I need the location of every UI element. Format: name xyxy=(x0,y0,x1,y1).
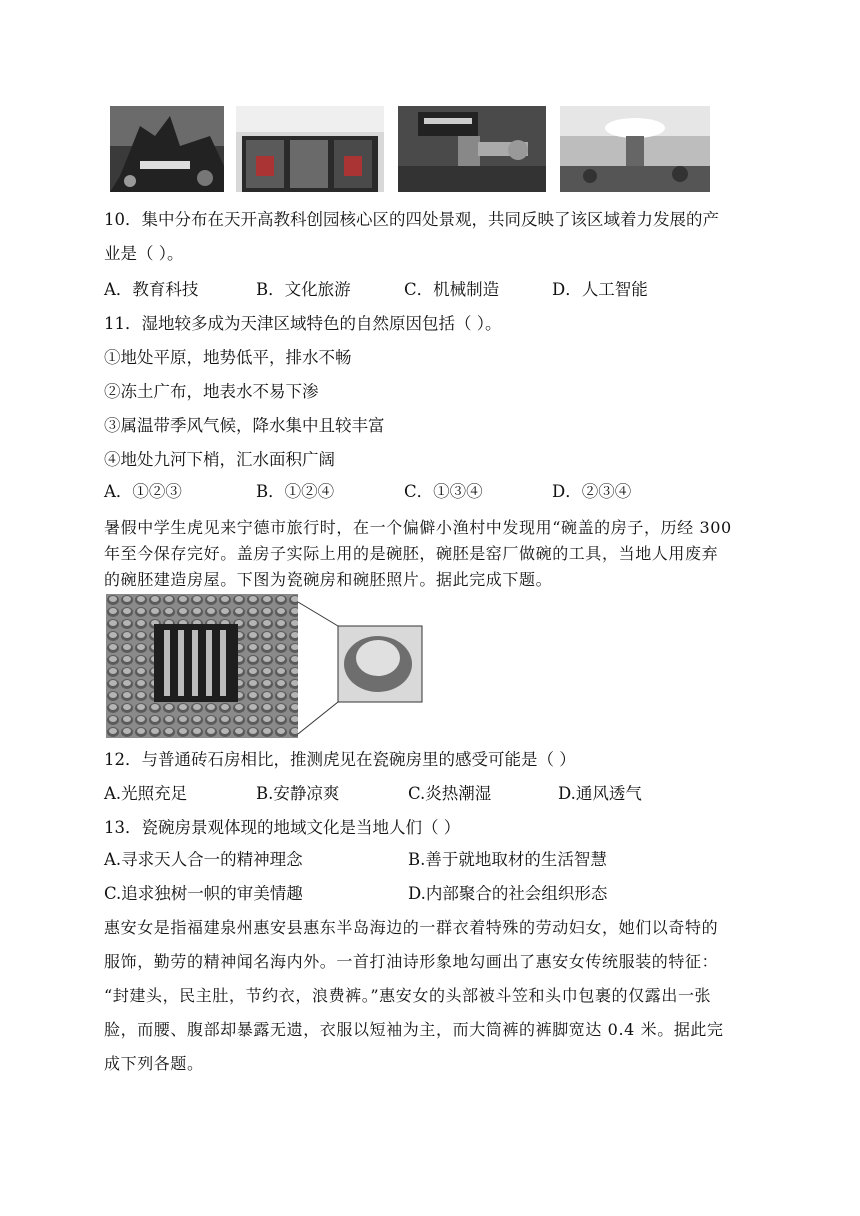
q11-item-3: ③属温带季风气候，降水集中且较丰富 xyxy=(104,416,385,435)
q12-option-c[interactable]: C.炎热潮湿 xyxy=(408,784,492,803)
passage2-line5: 成下列各题。 xyxy=(104,1054,204,1073)
q11-stem: 11．湿地较多成为天津区域特色的自然原因包括（ ）。 xyxy=(104,314,502,333)
q11-option-b[interactable]: B．①②④ xyxy=(256,482,335,501)
q10-stem-line1: 10．集中分布在天开高教科创园核心区的四处景观，共同反映了该区域着力发展的产 xyxy=(104,210,719,229)
q10-stem-line2: 业是（ ）。 xyxy=(104,244,184,263)
q10-option-a[interactable]: A．教育科技 xyxy=(104,280,199,299)
q12-stem: 12．与普通砖石房相比，推测虎见在瓷碗房里的感受可能是（ ） xyxy=(104,750,576,769)
passage1-line3: 的碗胚建造房屋。下图为瓷碗房和碗胚照片。据此完成下题。 xyxy=(104,570,553,589)
q11-option-c[interactable]: C．①③④ xyxy=(404,482,483,501)
storefront-photo xyxy=(236,106,384,192)
passage1-line2: 年至今保存完好。盖房子实际上用的是碗胚，碗胚是窑厂做碗的工具，当地人用废弃 xyxy=(104,544,719,563)
q10-option-c[interactable]: C．机械制造 xyxy=(404,280,500,299)
q10-option-d[interactable]: D．人工智能 xyxy=(552,280,648,299)
q11-item-1: ①地处平原，地势低平，排水不畅 xyxy=(104,348,352,367)
passage2-line4: 脸，而腰、腹部却暴露无遗，衣服以短袖为主，而大筒裤的裤脚宽达 0.4 米。据此完 xyxy=(104,1020,724,1039)
q13-option-c[interactable]: C.追求独树一帜的审美情趣 xyxy=(104,884,303,903)
robot-arm-photo xyxy=(398,106,546,192)
q13-option-d[interactable]: D.内部聚合的社会组织形态 xyxy=(408,884,608,903)
q13-option-a[interactable]: A.寻求天人合一的精神理念 xyxy=(104,850,303,869)
q11-option-d[interactable]: D．②③④ xyxy=(552,482,632,501)
passage2-line3: “封建头，民主肚，节约衣，浪费裤。”惠安女的头部被斗笠和头巾包裹的仅露出一张 xyxy=(104,986,712,1005)
q11-item-2: ②冻土广布，地表水不易下渗 xyxy=(104,382,319,401)
q13-stem: 13．瓷碗房景观体现的地域文化是当地人们（ ） xyxy=(104,818,461,837)
q12-option-b[interactable]: B.安静凉爽 xyxy=(256,784,340,803)
q12-option-d[interactable]: D.通风透气 xyxy=(558,784,642,803)
bowl-house-and-bowl-mold-photo xyxy=(106,594,426,738)
interior-exhibit-photo xyxy=(560,106,710,192)
q10-option-b[interactable]: B．文化旅游 xyxy=(256,280,351,299)
passage2-line2: 服饰，勤劳的精神闻名海内外。一首打油诗形象地勾画出了惠安女传统服装的特征： xyxy=(104,952,719,971)
city-night-landmark-photo xyxy=(110,106,224,192)
passage1-line1: 暑假中学生虎见来宁德市旅行时，在一个偏僻小渔村中发现用“碗盖的房子，历经 300 xyxy=(104,518,732,537)
passage2-line1: 惠安女是指福建泉州惠安县惠东半岛海边的一群衣着特殊的劳动妇女，她们以奇特的 xyxy=(104,918,719,937)
q11-option-a[interactable]: A．①②③ xyxy=(104,482,182,501)
q12-option-a[interactable]: A.光照充足 xyxy=(104,784,188,803)
q13-option-b[interactable]: B.善于就地取材的生活智慧 xyxy=(408,850,607,869)
q11-item-4: ④地处九河下梢，汇水面积广阔 xyxy=(104,450,335,469)
